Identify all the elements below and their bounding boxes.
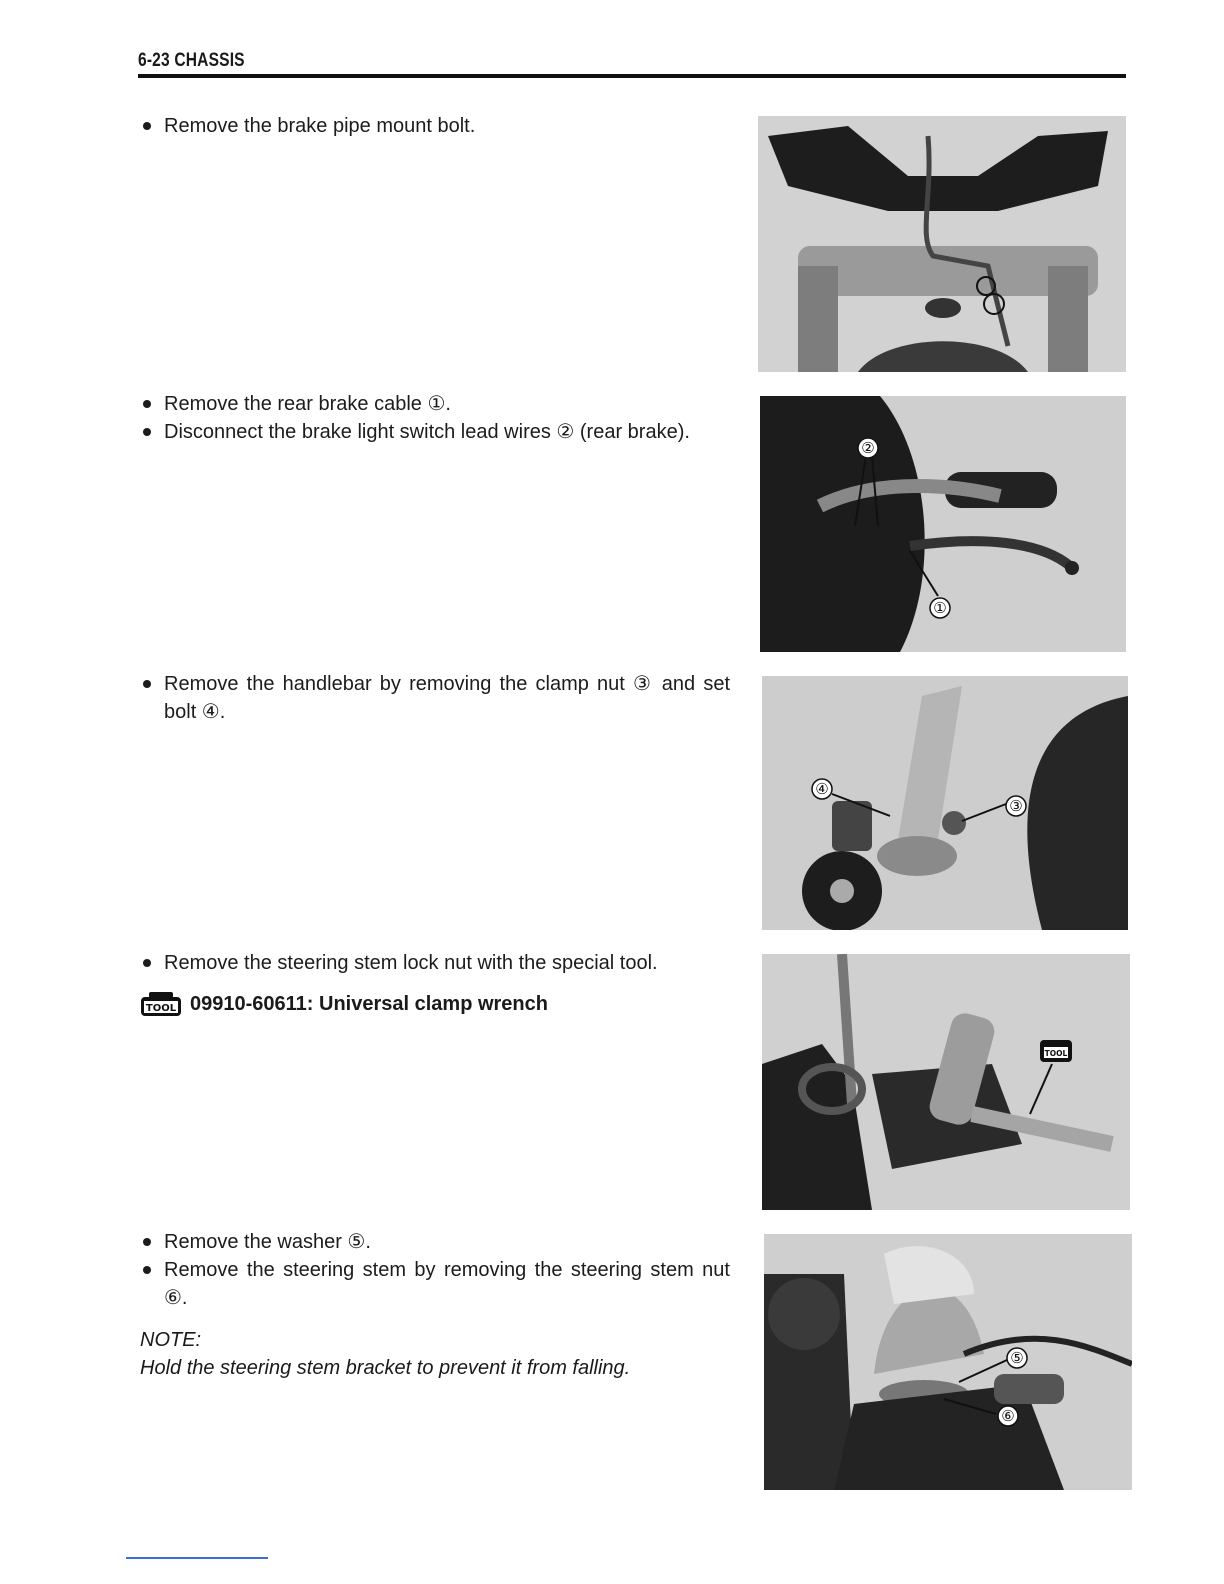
brake-pipe-mount-photo (758, 116, 1126, 372)
footer-rule (126, 1557, 268, 1559)
step-list (140, 1228, 730, 1312)
callout-2: ② (861, 439, 875, 457)
step-list (140, 949, 730, 977)
callout-1: ① (933, 599, 947, 617)
step-handlebar (140, 670, 730, 726)
handlebar-clamp-photo (762, 676, 1128, 930)
step-lock-nut (140, 949, 730, 1017)
instruction-item: Remove the handlebar by removing the clamp nut ③ and set bolt ④. (140, 670, 730, 726)
step-brake-pipe (140, 112, 730, 140)
note-label: NOTE: (140, 1329, 202, 1351)
instruction-item: Remove the washer ⑤. (140, 1228, 730, 1256)
tool-icon (140, 991, 182, 1017)
steering-stem-nut-photo (764, 1234, 1132, 1490)
tool-label: 09910-60611: Universal clamp wrench (190, 992, 548, 1015)
tool-icon-text: TOOL (145, 1003, 177, 1014)
instruction-item: Remove the steering stem lock nut with the special tool. (140, 949, 730, 977)
instruction-item: Disconnect the brake light switch lead wires ② (rear brake). (140, 418, 730, 446)
step-rear-brake (140, 390, 730, 446)
page-title: 6-23 CHASSIS (138, 50, 245, 71)
callout-3: ③ (1009, 797, 1023, 815)
instruction-item: Remove the rear brake cable ①. (140, 390, 730, 418)
callout-4: ④ (815, 780, 829, 798)
instruction-item: Remove the steering stem by removing the steering stem nut ⑥. (140, 1256, 730, 1312)
step-steering-stem (140, 1228, 730, 1382)
step-list (140, 112, 730, 140)
step-list (140, 390, 730, 446)
note-text: Hold the steering stem bracket to prevent it from falling. (140, 1357, 631, 1379)
instruction-item: Remove the brake pipe mount bolt. (140, 112, 730, 140)
page-header (138, 50, 1126, 80)
step-list (140, 670, 730, 726)
special-tool (140, 991, 730, 1017)
header-rule (138, 74, 1126, 78)
rear-brake-cable-photo (760, 396, 1126, 652)
tool-badge: TOOL (1044, 1049, 1068, 1058)
steering-stem-locknut-photo (762, 954, 1130, 1210)
callout-6: ⑥ (1001, 1407, 1015, 1425)
callout-5: ⑤ (1010, 1349, 1024, 1367)
